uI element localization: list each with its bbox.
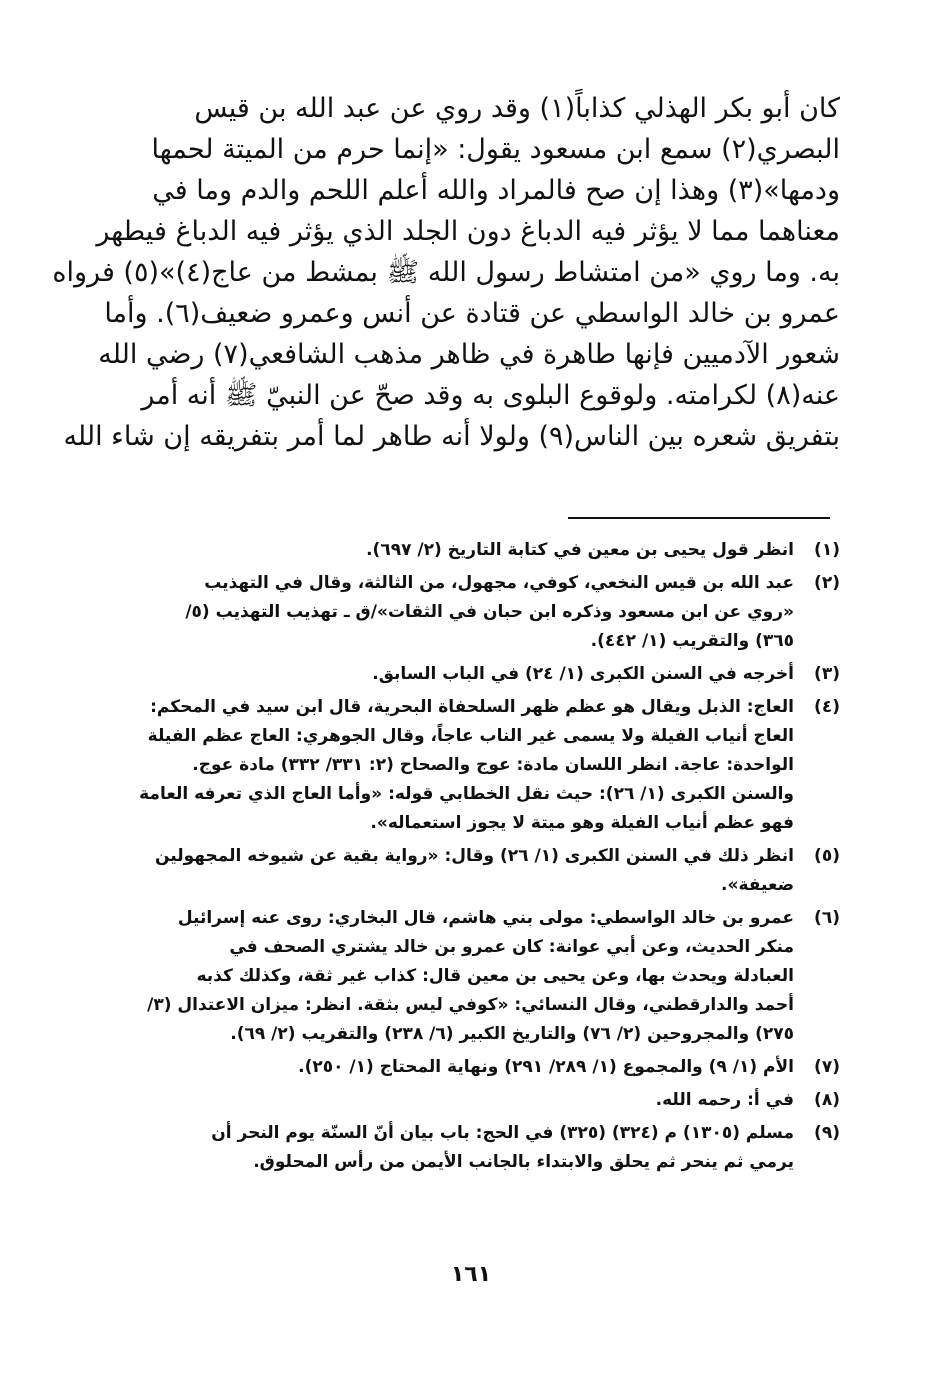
- footnote-line: مسلم (١٣٠٥) م (٣٢٤) (٣٢٥) في الحج: باب بيان أنّ السنّة يوم النحر أن: [211, 1123, 794, 1143]
- footnote-line: ٣٦٥) والتقريب (١/ ٤٤٢).: [590, 631, 794, 651]
- footnote-separator: [568, 517, 830, 519]
- footnote-5: [128, 842, 840, 900]
- footnote-number: (٩): [814, 1123, 840, 1143]
- footnote-7: [128, 1053, 840, 1082]
- footnote-line: انظر قول يحيى بن معين في كتابة التاريخ (٢/ ٦٩٧).: [366, 540, 794, 560]
- footnote-number: (٢): [814, 573, 840, 593]
- footnote-number: (٥): [814, 846, 840, 866]
- footnote-line: ضعيفة».: [721, 875, 794, 895]
- footnote-line: والسنن الكبرى (١/ ٢٦): حيث نقل الخطابي قوله: «وأما العاج الذي تعرفه العامة: [139, 784, 794, 804]
- main-text-line: عمرو بن خالد الواسطي عن قتادة عن أنس وعمرو ضعيف(٦). وأما: [104, 298, 840, 329]
- main-text-line: به. وما روي «من امتشاط رسول الله ﷺ بمشط من عاج(٤)»(٥) فرواه: [52, 257, 840, 288]
- footnote-line: العاج: الذبل ويقال هو عظم ظهر السلحفاة البحرية، قال ابن سيد في المحكم:: [150, 697, 794, 717]
- footnote-number: (٣): [814, 664, 840, 684]
- main-text-line: معناهما مما لا يؤثر فيه الدباغ دون الجلد الذي يؤثر فيه الدباغ فيطهر: [96, 216, 840, 247]
- footnote-8: [128, 1086, 840, 1115]
- main-text-line: كان أبو بكر الهذلي كذاباً(١) وقد روي عن عبد الله بن قيس: [194, 93, 840, 124]
- footnote-line: «روي عن ابن مسعود وذكره ابن حبان في الثقات»/ق ـ تهذيب التهذيب (٥/: [185, 602, 794, 622]
- footnote-number: (٨): [814, 1090, 840, 1110]
- footnote-1: [128, 536, 840, 565]
- footnote-line: العاج أنياب الفيلة ولا يسمى غير الناب عاجاً، وقال الجوهري: العاج عظم الفيلة: [147, 726, 794, 746]
- footnote-line: أخرجه في السنن الكبرى (١/ ٢٤) في الباب السابق.: [372, 664, 794, 684]
- footnote-line: أحمد والدارقطني، وقال النسائي: «كوفي ليس بثقة. انظر: ميزان الاعتدال (٣/: [147, 995, 794, 1015]
- footnote-line: الأم (١/ ٩) والمجموع (١/ ٢٨٩/ ٢٩١) ونهاية المحتاج (١/ ٢٥٠).: [298, 1057, 794, 1077]
- footnote-number: (٤): [814, 697, 840, 717]
- footnote-line: يرمي ثم ينحر ثم يحلق والابتداء بالجانب الأيمن من رأس المحلوق.: [253, 1152, 794, 1172]
- footnote-4: [128, 693, 840, 838]
- main-text-line: ودمها»(٣) وهذا إن صح فالمراد والله أعلم اللحم والدم وما في: [152, 175, 840, 206]
- footnote-9: [128, 1119, 840, 1177]
- footnote-number: (٦): [814, 908, 840, 928]
- footnote-number: (١): [814, 540, 840, 560]
- main-text-line: البصري(٢) سمع ابن مسعود يقول: «إنما حرم من الميتة لحمها: [151, 134, 840, 165]
- footnote-line: في أ: رحمه الله.: [655, 1090, 794, 1110]
- footnote-3: [128, 660, 840, 689]
- footnote-line: عمرو بن خالد الواسطي: مولى بني هاشم، قال البخاري: روى عنه إسرائيل: [177, 908, 794, 928]
- footnote-line: انظر ذلك في السنن الكبرى (١/ ٢٦) وقال: «رواية بقية عن شيوخه المجهولين: [154, 846, 794, 866]
- footnote-line: الواحدة: عاجة. انظر اللسان مادة: عوج والصحاح (٢: ٣٣١/ ٣٣٢) مادة عوج.: [192, 755, 794, 775]
- footnote-2: [128, 569, 840, 656]
- footnotes-block: [128, 536, 840, 1181]
- main-text-line: بتفريق شعره بين الناس(٩) ولولا أنه طاهر لما أمر بتفريقه إن شاء الله: [63, 421, 840, 452]
- footnote-line: فهو عظم أنياب الفيلة وهو ميتة لا يجوز استعماله».: [370, 813, 794, 833]
- footnote-line: العبادلة ويحدث بها، وعن يحيى بن معين قال: كذاب غير ثقة، وكذلك كذبه: [196, 966, 794, 986]
- main-text-block: [52, 88, 840, 457]
- footnote-6: [128, 904, 840, 1049]
- page-number: ١٦١: [450, 1262, 492, 1287]
- main-text-line: شعور الآدميين فإنها طاهرة في ظاهر مذهب الشافعي(٧) رضي الله: [98, 339, 840, 370]
- footnote-line: منكر الحديث، وعن أبي عوانة: كان عمرو بن خالد يشتري الصحف في: [229, 937, 794, 957]
- main-text-line: عنه(٨) لكرامته. ولوقوع البلوى به وقد صحّ عن النبيّ ﷺ أنه أمر: [141, 380, 840, 411]
- footnote-line: ٢٧٥) والمجروحين (٢/ ٧٦) والتاريخ الكبير (٦/ ٢٣٨) والتقريب (٢/ ٦٩).: [230, 1024, 794, 1044]
- footnote-line: عبد الله بن قيس النخعي، كوفي، مجهول، من الثالثة، وقال في التهذيب: [204, 573, 794, 593]
- footnote-number: (٧): [814, 1057, 840, 1077]
